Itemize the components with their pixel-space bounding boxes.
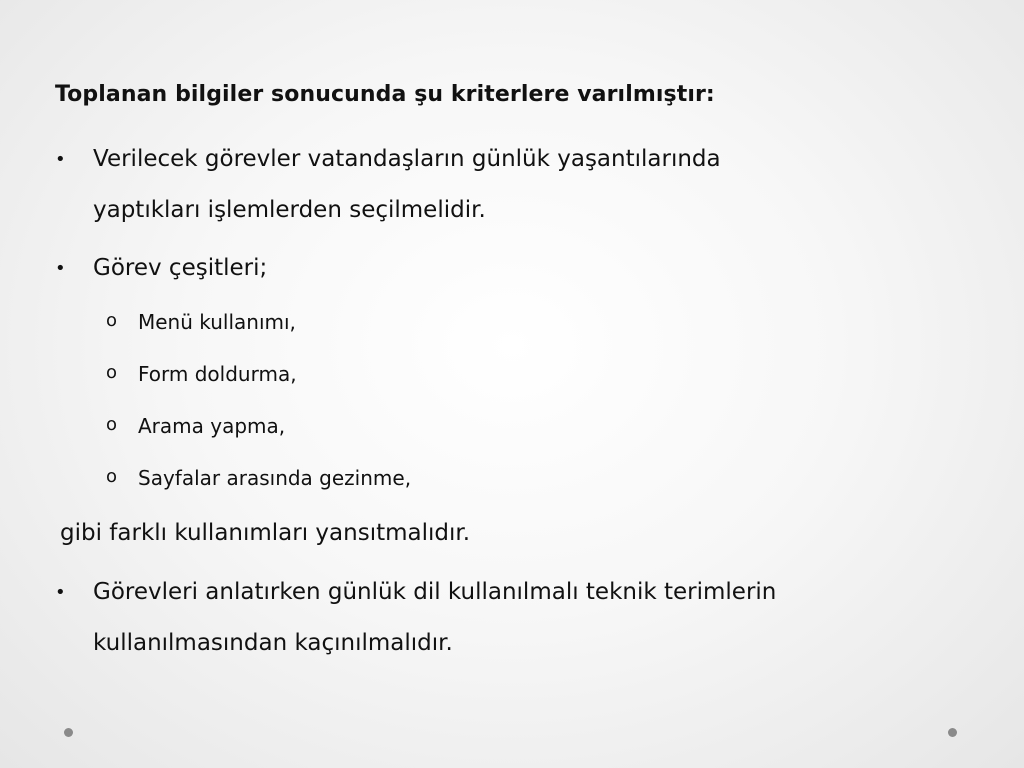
sub-bullet-marker: o: [106, 466, 118, 487]
sub-list-item: [106, 466, 411, 490]
bullet-line: kullanılmasından kaçınılmalıdır.: [93, 630, 453, 656]
sub-bullet-marker: o: [106, 414, 118, 435]
sub-list-item: [106, 362, 297, 386]
bullet-item: [55, 243, 267, 294]
continuation-text: gibi farklı kullanımları yansıtmalıdır.: [60, 520, 471, 546]
sub-list-text: Menü kullanımı,: [138, 310, 296, 334]
bullet-line: Verilecek görevler vatandaşların günlük yaşantılarında: [93, 146, 721, 172]
bullet-text: [93, 567, 776, 669]
bullet-text: Görev çeşitleri;: [93, 255, 268, 281]
bullet-item: [55, 567, 776, 669]
bullet-marker: •: [55, 149, 66, 170]
decor-dot-right: [948, 728, 957, 737]
bullet-marker: •: [55, 582, 66, 603]
bullet-line: yaptıkları işlemlerden seçilmelidir.: [93, 197, 486, 223]
bullet-item: [55, 134, 721, 236]
bullet-text: [93, 134, 721, 236]
sub-bullet-marker: o: [106, 310, 118, 331]
bullet-marker: •: [55, 258, 66, 279]
slide-heading: Toplanan bilgiler sonucunda şu kriterlere varılmıştır:: [55, 82, 715, 107]
sub-list-text: Sayfalar arasında gezinme,: [138, 466, 412, 490]
decor-dot-left: [64, 728, 73, 737]
sub-list-text: Form doldurma,: [138, 362, 297, 386]
sub-list-item: [106, 414, 285, 438]
sub-list-text: Arama yapma,: [138, 414, 286, 438]
sub-bullet-marker: o: [106, 362, 118, 383]
sub-list-item: [106, 310, 296, 334]
bullet-line: Görevleri anlatırken günlük dil kullanılmalı teknik terimlerin: [93, 579, 777, 605]
